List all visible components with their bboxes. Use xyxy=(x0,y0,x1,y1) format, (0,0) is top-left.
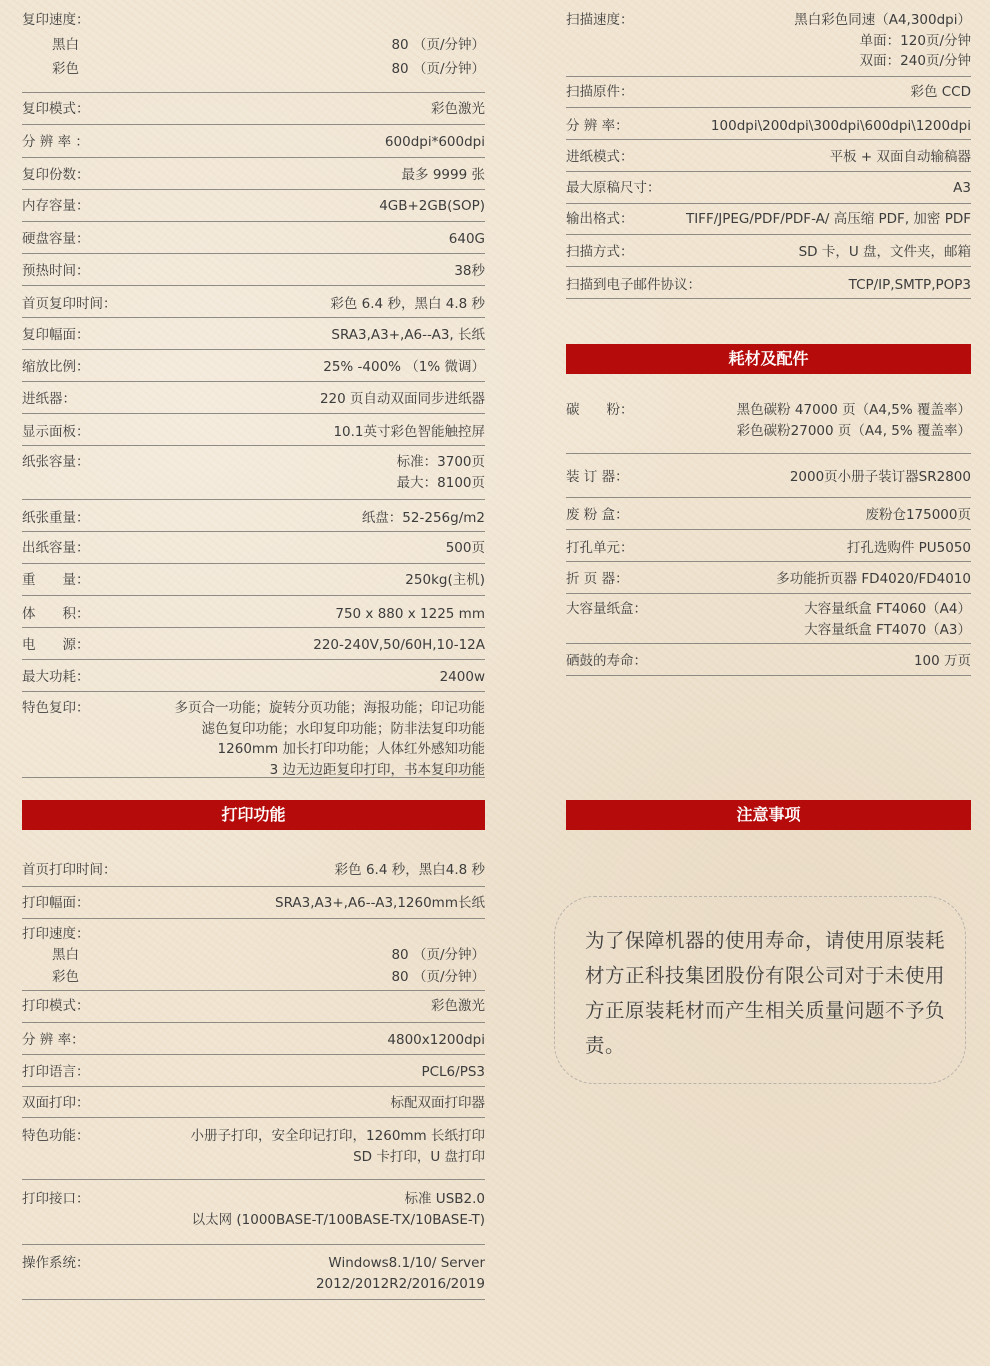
spec-value xyxy=(313,635,485,656)
spec-value-line: 220 页自动双面同步进纸器 xyxy=(319,391,485,407)
spec-value-line: 彩色碳粉27000 页（A4, 5% 覆盖率） xyxy=(736,422,971,439)
spec-value: SRA3,A3+,A6--A3,1260mm长纸 xyxy=(275,895,485,911)
spec-label: 最大功耗： xyxy=(22,669,90,685)
spec-label: 分 辨 率 ： xyxy=(22,134,89,150)
spec-value-line: 最大：8100页 xyxy=(396,474,485,491)
spec-label: 打印语言： xyxy=(22,1064,90,1080)
spec-row xyxy=(566,644,971,676)
spec-value xyxy=(323,357,485,378)
spec-row xyxy=(22,350,485,382)
spec-value-line: 250kg(主机) xyxy=(405,572,485,588)
spec-value-line: TCP/IP,SMTP,POP3 xyxy=(848,277,971,293)
spec-value xyxy=(804,599,971,640)
spec-label: 首页复印时间： xyxy=(22,296,117,312)
spec-label: 首页打印时间： xyxy=(22,862,117,878)
spec-value xyxy=(440,667,485,688)
spec-row xyxy=(566,235,971,267)
spec-value xyxy=(449,229,485,250)
spec-label: 复印速度： xyxy=(22,12,90,28)
spec-value-line: 打孔选购件 PU5050 xyxy=(846,540,971,556)
spec-label: 出纸容量： xyxy=(22,540,90,556)
spec-value-line: 4GB+2GB(SOP) xyxy=(379,198,485,214)
spec-row-first-print xyxy=(22,855,485,887)
spec-value xyxy=(333,422,485,443)
notice-text: 为了保障机器的使用寿命，请使用原装耗材方正科技集团股份有限公司对于未使用方正原装耗材而产生相关质量问题不予负责。 xyxy=(585,929,946,1057)
spec-value-line: PCL6/PS3 xyxy=(421,1064,485,1080)
spec-row xyxy=(566,172,971,204)
spec-value xyxy=(331,325,485,346)
spec-value-line: 标配双面打印器 xyxy=(390,1095,485,1111)
spec-label: 分 辨 率： xyxy=(566,118,629,134)
spec-label: 特色功能： xyxy=(22,1128,90,1144)
spec-value xyxy=(397,452,485,493)
section-title: 耗材及配件 xyxy=(728,349,809,368)
spec-value xyxy=(799,242,971,263)
spec-value xyxy=(421,1062,485,1083)
spec-value-line: 10.1英寸彩色智能触控屏 xyxy=(333,424,485,440)
spec-label: 大容量纸盒： xyxy=(566,601,647,617)
spec-value-line: Windows8.1/10/ Server xyxy=(328,1255,485,1271)
spec-label: 进纸模式： xyxy=(566,149,634,165)
spec-value xyxy=(320,389,485,410)
spec-row xyxy=(22,1023,485,1055)
spec-subrow-color xyxy=(22,59,485,79)
spec-value xyxy=(454,261,485,282)
spec-label: 扫描原件： xyxy=(566,84,634,100)
print-section-header xyxy=(22,800,485,830)
spec-value-line: 2012/2012R2/2016/2019 xyxy=(315,1275,485,1292)
spec-value xyxy=(776,569,971,590)
spec-sublabel: 彩色 xyxy=(52,969,79,985)
spec-value-line: 2000页小册子装订器SR2800 xyxy=(789,469,971,485)
spec-label: 内存容量： xyxy=(22,198,90,214)
spec-label: 纸张重量： xyxy=(22,510,90,526)
spec-row xyxy=(566,140,971,172)
spec-row xyxy=(22,286,485,318)
spec-subrow-bw xyxy=(22,945,485,965)
spec-value-line: 双面：240页/分钟 xyxy=(859,53,971,69)
spec-value: 彩色 6.4 秒，黑白4.8 秒 xyxy=(334,862,485,878)
spec-value-line: A3 xyxy=(953,180,971,196)
spec-row xyxy=(22,991,485,1023)
copy-specs-section xyxy=(22,0,485,778)
spec-label: 预热时间： xyxy=(22,263,90,279)
spec-label: 废 粉 盒： xyxy=(566,507,629,523)
spec-value-line: 黑白彩色同速（A4,300dpi） xyxy=(794,12,971,28)
spec-value xyxy=(431,996,485,1017)
spec-value-line: 废粉仓175000页 xyxy=(865,507,971,523)
spec-row xyxy=(566,390,971,454)
spec-row xyxy=(566,594,971,644)
spec-value xyxy=(849,275,971,296)
spec-value-line: 标准：3700页 xyxy=(396,454,485,470)
spec-label: 复印模式： xyxy=(22,101,90,117)
spec-label: 操作系统： xyxy=(22,1255,90,1271)
spec-value-line: 500页 xyxy=(445,540,485,556)
spec-value-line: 彩色 6.4 秒，黑白 4.8 秒 xyxy=(330,296,485,312)
spec-label: 打印模式： xyxy=(22,998,90,1014)
spec-row xyxy=(566,204,971,235)
spec-label: 扫描到电子邮件协议： xyxy=(566,277,701,293)
notice-section-header xyxy=(566,800,971,830)
spec-row xyxy=(566,267,971,299)
notice-box xyxy=(554,896,966,1084)
spec-row xyxy=(566,530,971,562)
spec-value-line: 100 万页 xyxy=(913,653,971,669)
spec-value xyxy=(362,508,485,529)
spec-value xyxy=(175,698,486,780)
spec-label: 硒鼓的寿命： xyxy=(566,653,647,669)
spec-label: 打孔单元： xyxy=(566,540,634,556)
spec-row xyxy=(22,628,485,660)
spec-label: 扫描方式： xyxy=(566,244,634,260)
spec-row xyxy=(22,564,485,596)
spec-value xyxy=(379,196,485,217)
spec-value xyxy=(830,147,971,168)
spec-row xyxy=(22,318,485,350)
spec-row xyxy=(22,254,485,286)
spec-value xyxy=(387,1030,485,1051)
spec-value-line: 大容量纸盒 FT4060（A4） xyxy=(804,601,971,617)
spec-value-line: 小册子打印，安全印记打印，1260mm 长纸打印 xyxy=(190,1128,485,1144)
spec-label: 电 源： xyxy=(22,637,90,653)
spec-row xyxy=(566,454,971,498)
spec-value-line: 25% -400% （1% 微调） xyxy=(323,359,485,375)
spec-label: 纸张容量： xyxy=(22,454,90,470)
consumables-section xyxy=(566,390,971,676)
spec-value xyxy=(790,467,971,488)
spec-value-line: 2400w xyxy=(439,669,485,685)
spec-row xyxy=(22,1180,485,1245)
spec-value-line: 1260mm 加长打印功能；人体红外感知功能 xyxy=(217,741,485,757)
spec-row xyxy=(22,1087,485,1118)
spec-row-print-size xyxy=(22,887,485,919)
spec-value xyxy=(385,132,485,153)
spec-subrow-color xyxy=(22,967,485,987)
spec-value-line: 640G xyxy=(448,231,485,247)
spec-row xyxy=(22,93,485,125)
spec-value-line: 多功能折页器 FD4020/FD4010 xyxy=(776,571,971,587)
spec-value-line: 3 边无边距复印打印，书本复印功能 xyxy=(269,761,485,778)
spec-value xyxy=(335,604,485,625)
spec-value-line: 彩色 CCD xyxy=(910,84,971,100)
spec-value-line: 100dpi\200dpi\300dpi\600dpi\1200dpi xyxy=(710,118,971,134)
spec-value xyxy=(316,1253,485,1294)
spec-value xyxy=(192,1189,485,1230)
spec-value: 80 （页/分钟） xyxy=(391,61,485,77)
spec-row xyxy=(566,498,971,530)
spec-value xyxy=(794,10,971,72)
spec-value: 80 （页/分钟） xyxy=(391,947,485,963)
spec-value xyxy=(953,178,971,199)
spec-value-line: 彩色激光 xyxy=(431,998,485,1014)
spec-label: 装 订 器： xyxy=(566,469,629,485)
spec-label: 最大原稿尺寸： xyxy=(566,180,661,196)
spec-row xyxy=(22,1055,485,1087)
spec-row-copy-speed xyxy=(22,0,485,93)
spec-row xyxy=(22,222,485,254)
spec-label: 折 页 器： xyxy=(566,571,629,587)
spec-row xyxy=(566,0,971,77)
spec-value xyxy=(402,165,485,186)
spec-value-line: TIFF/JPEG/PDF/PDF-A/ 高压缩 PDF, 加密 PDF xyxy=(685,211,971,227)
print-specs-section xyxy=(22,855,485,1300)
spec-row xyxy=(22,1245,485,1300)
spec-value-line: 大容量纸盒 FT4070（A3） xyxy=(804,621,971,638)
section-title: 打印功能 xyxy=(221,805,286,824)
spec-row xyxy=(22,596,485,628)
spec-value-line: 最多 9999 张 xyxy=(401,167,485,183)
spec-row xyxy=(22,446,485,500)
spec-value-line: 彩色激光 xyxy=(431,101,485,117)
spec-label: 进纸器： xyxy=(22,391,76,407)
spec-value xyxy=(737,400,971,441)
spec-subrow-bw xyxy=(22,35,485,55)
consumables-section-header xyxy=(566,344,971,374)
spec-row xyxy=(566,108,971,140)
spec-label: 输出格式： xyxy=(566,211,634,227)
spec-label: 分 辨 率： xyxy=(22,1032,85,1048)
spec-sublabel: 黑白 xyxy=(52,947,79,963)
spec-label: 体 积： xyxy=(22,606,90,622)
spec-row xyxy=(22,1118,485,1180)
spec-row-print-speed xyxy=(22,919,485,991)
spec-value-line: 纸盘：52-256g/m2 xyxy=(361,510,485,526)
spec-row xyxy=(566,562,971,594)
spec-value xyxy=(446,538,485,559)
spec-value-line: 多页合一功能；旋转分页功能；海报功能；印记功能 xyxy=(174,700,485,716)
spec-value xyxy=(847,538,971,559)
spec-row xyxy=(22,532,485,564)
spec-value-line: 600dpi*600dpi xyxy=(384,134,485,150)
spec-label: 重 量： xyxy=(22,572,90,588)
spec-row xyxy=(22,660,485,692)
spec-label: 硬盘容量： xyxy=(22,231,90,247)
spec-row xyxy=(566,77,971,108)
spec-row xyxy=(22,500,485,532)
spec-value-line: 以太网 (1000BASE-T/100BASE-TX/10BASE-T) xyxy=(191,1211,485,1228)
spec-value: 80 （页/分钟） xyxy=(391,37,485,53)
spec-label: 打印速度： xyxy=(22,926,90,942)
spec-value xyxy=(330,294,485,315)
spec-label: 碳 粉： xyxy=(566,402,634,418)
spec-value xyxy=(686,209,971,230)
spec-value-line: 750 x 880 x 1225 mm xyxy=(335,606,485,622)
spec-label: 复印幅面： xyxy=(22,327,90,343)
spec-value: 80 （页/分钟） xyxy=(391,969,485,985)
spec-value xyxy=(431,99,485,120)
spec-value-line: 黑色碳粉 47000 页（A4,5% 覆盖率） xyxy=(736,402,971,418)
spec-row xyxy=(22,125,485,158)
spec-value xyxy=(711,116,971,137)
spec-value xyxy=(391,1093,486,1114)
spec-value-line: 平板 + 双面自动输稿器 xyxy=(829,149,971,165)
spec-label: 双面打印： xyxy=(22,1095,90,1111)
spec-value-line: 38秒 xyxy=(454,263,485,279)
spec-sublabel: 黑白 xyxy=(52,37,79,53)
spec-value-line: SD 卡打印，U 盘打印 xyxy=(353,1148,485,1165)
spec-value xyxy=(914,651,971,672)
spec-value-line: 标准 USB2.0 xyxy=(404,1191,485,1207)
scan-specs-section xyxy=(566,0,971,299)
spec-value-line: 220-240V,50/60H,10-12A xyxy=(313,637,485,653)
spec-row xyxy=(22,382,485,414)
spec-row xyxy=(22,190,485,222)
spec-value-line: 滤色复印功能；水印复印功能；防非法复印功能 xyxy=(201,720,485,737)
spec-value xyxy=(865,505,971,526)
spec-row xyxy=(22,414,485,446)
spec-value-line: 4800x1200dpi xyxy=(387,1032,485,1048)
spec-label: 特色复印： xyxy=(22,700,90,716)
section-title: 注意事项 xyxy=(736,805,801,824)
spec-row xyxy=(22,158,485,190)
spec-label: 复印份数： xyxy=(22,167,90,183)
spec-label: 显示面板： xyxy=(22,424,90,440)
spec-value xyxy=(191,1126,485,1167)
spec-value xyxy=(405,570,485,591)
spec-label: 缩放比例： xyxy=(22,359,90,375)
spec-value-line: SRA3,A3+,A6--A3, 长纸 xyxy=(331,327,485,343)
spec-label: 扫描速度： xyxy=(566,12,634,28)
spec-sublabel: 彩色 xyxy=(52,61,79,77)
spec-label: 打印幅面： xyxy=(22,895,90,911)
spec-label: 打印接口： xyxy=(22,1191,90,1207)
spec-value xyxy=(910,82,971,103)
spec-row xyxy=(22,692,485,778)
spec-value-line: SD 卡，U 盘，文件夹，邮箱 xyxy=(798,244,971,260)
spec-value-line: 单面：120页/分钟 xyxy=(859,32,971,49)
